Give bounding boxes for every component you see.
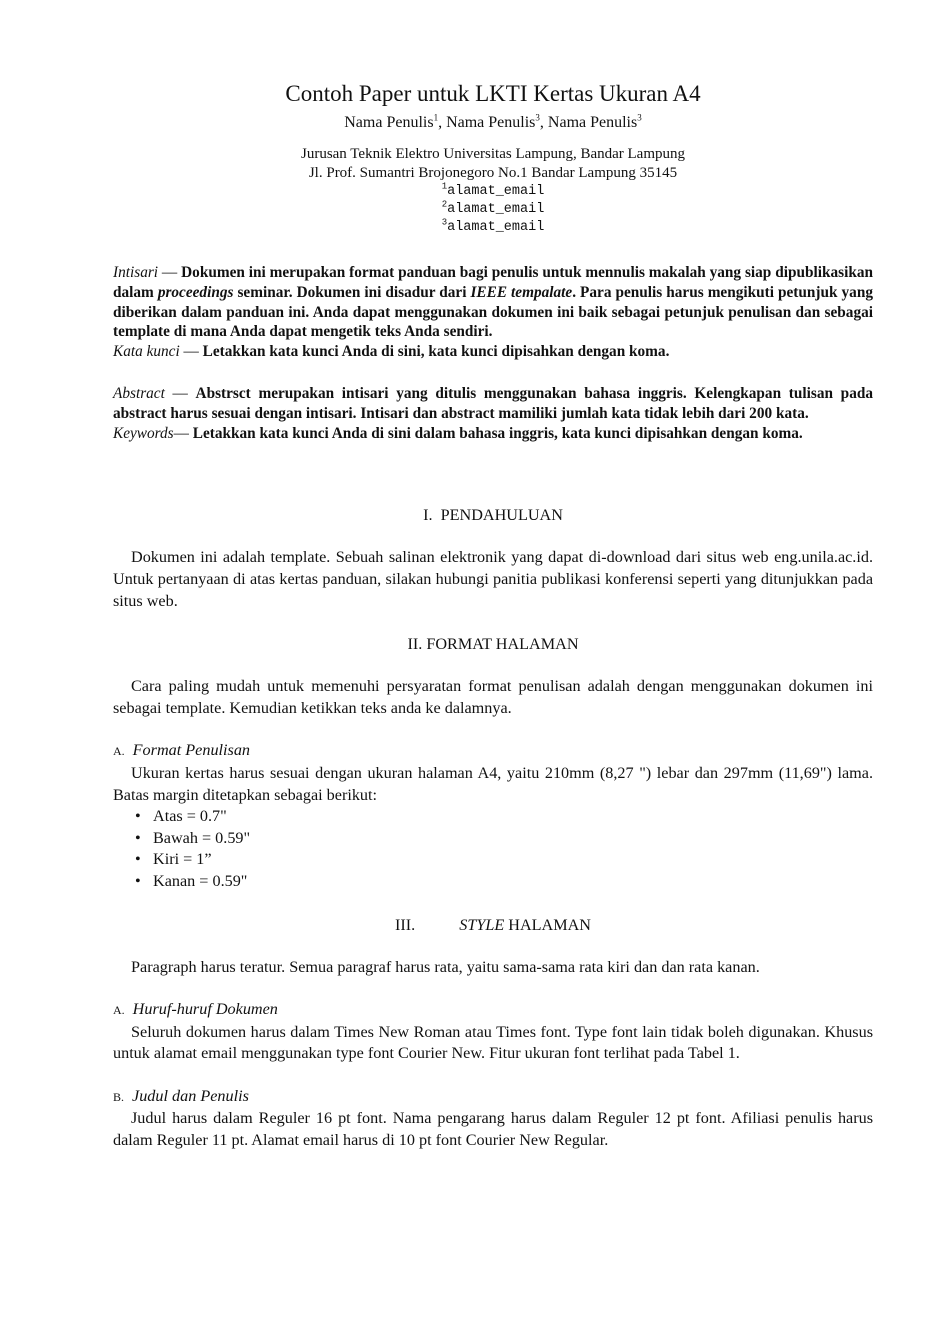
subsection-number: A. (113, 1003, 125, 1018)
abstract-text: Abstrsct merupakan intisari yang ditulis menggunakan bahasa inggris. Kelengkapan tulisan pada abstract harus sesuai dengan intisari. Intisari dan abstract mamiliki jumlah kata tidak lebih dari 200 kata. (113, 384, 873, 422)
list-item: • Atas = 0.7" (135, 806, 873, 828)
subsection-title: Judul dan Penulis (132, 1086, 249, 1105)
intisari-text: Dokumen ini merupakan format panduan bagi penulis untuk mennulis makalah yang siap dipublikasikan dalam (113, 264, 873, 301)
abstract-label: Abstract (113, 384, 165, 402)
body-paragraph: Ukuran kertas harus sesuai dengan ukuran halaman A4, yaitu 210mm (8,27 ") lebar dan 297mm (11,69") lama. Batas margin ditetapkan sebagai berikut: (113, 763, 873, 804)
email-line (113, 219, 873, 237)
email-sup: 1 (441, 181, 448, 192)
subsection-heading (113, 740, 873, 763)
body-paragraph: Judul harus dalam Reguler 16 pt font. Nama pengarang harus dalam Reguler 12 pt font. Afiliasi penulis harus dalam Reguler 11 pt. Alamat email harus di 10 pt font Courier New Regular. (113, 1109, 873, 1150)
subsection-heading (113, 1086, 873, 1109)
email-line (113, 183, 873, 201)
author-sup: 3 (535, 112, 540, 123)
list-item: • Kiri = 1” (135, 849, 873, 871)
abstract-separator: — (164, 384, 196, 402)
section-title: HALAMAN (504, 915, 591, 934)
paper-header (113, 78, 873, 237)
author-sup: 3 (637, 112, 642, 123)
body-paragraph: Seluruh dokumen harus dalam Times New Roman atau Times font. Type font lain tidak boleh digunakan. Khusus untuk alamat email menggunakan type font Courier New. Fitur ukuran font terlihat pada Tabel 1. (113, 1022, 873, 1063)
paper-page (113, 78, 873, 1152)
author-sup: 1 (433, 112, 439, 123)
margin-list (113, 806, 873, 892)
abstract-paragraph (113, 384, 873, 424)
subsection-number: A. (113, 744, 125, 759)
section-heading: II. FORMAT HALAMAN (407, 635, 579, 654)
subsection-title: Huruf-huruf Dokumen (132, 1000, 278, 1019)
intisari-block (113, 263, 873, 362)
email-line (113, 201, 873, 219)
keywords-text: Letakkan kata kunci Anda di sini dalam bahasa inggris, kata kunci dipisahkan dengan koma. (192, 424, 803, 442)
section-title-italic: STYLE (459, 915, 505, 934)
intisari-separator: — (158, 264, 182, 281)
email-sup: 2 (441, 199, 448, 210)
intisari-text: seminar. Dokumen ini disadur dari (233, 283, 471, 301)
email-address: alamat_email (447, 220, 545, 235)
kata-kunci-separator: — (179, 343, 203, 361)
kata-kunci-label: Kata kunci (113, 343, 180, 361)
keywords-paragraph (113, 424, 873, 444)
subsection-heading (113, 999, 873, 1022)
address-line: Jl. Prof. Sumantri Brojonegoro No.1 Bandar Lampung 35145 (308, 165, 678, 181)
email-address: alamat_email (447, 184, 545, 199)
body-paragraph: Cara paling mudah untuk memenuhi persyaratan format penulisan adalah dengan menggunakan dokumen ini sebagai template. Kemudian ketikkan teks anda ke dalamnya. (113, 677, 873, 717)
intisari-paragraph (113, 263, 873, 342)
body-paragraph: Dokumen ini adalah template. Sebuah salinan elektronik yang dapat di-download dari situs web eng.unila.ac.id. Untuk pertanyaan di atas kertas panduan, silakan hubungi panitia publikasi konferensi seperti yang ditunjukkan pada situs web. (113, 548, 873, 610)
email-address: alamat_email (447, 202, 545, 217)
author-list: Nama Penulis$^1$, Nama Penulis$^3$, Nama Penulis$^3$ (344, 112, 642, 131)
keywords-separator: — (173, 424, 193, 442)
abstract-block (113, 384, 873, 443)
intisari-italic: proceedings (157, 283, 234, 301)
paper-title: Contoh Paper untuk LKTI Kertas Ukuran A4 (285, 81, 701, 106)
kata-kunci-text: Letakkan kata kunci Anda di sini, kata kunci dipisahkan dengan koma. (202, 343, 670, 361)
email-sup: 3 (441, 217, 448, 228)
kata-kunci-paragraph (113, 342, 873, 362)
body-paragraph: Paragraph harus teratur. Semua paragraf harus rata, yaitu sama-sama rata kiri dan dan rata kanan. (131, 957, 760, 976)
section-heading (113, 914, 873, 936)
author-name: Nama Penulis (446, 114, 536, 131)
affiliation-line: Jurusan Teknik Elektro Universitas Lampung, Bandar Lampung (300, 146, 685, 162)
keywords-label: Keywords (113, 424, 174, 442)
section-heading: I. PENDAHULUAN (423, 506, 563, 525)
subsection-title: Format Penulisan (132, 741, 251, 760)
author-name: Nama Penulis (344, 114, 434, 131)
list-item: • Kanan = 0.59" (135, 871, 873, 893)
list-item: • Bawah = 0.59" (135, 828, 873, 850)
section-number: III. (395, 915, 416, 934)
intisari-text: . Para penulis harus mengikuti petunjuk yang diberikan dalam panduan ini. Anda dapat menggunakan dokumen ini baik sebagai petunjuk penulisan dan sebagai template di mana Anda dapat mengetik teks Anda sendiri. (113, 283, 873, 341)
intisari-label: Intisari (113, 264, 159, 281)
author-name: Nama Penulis (547, 114, 638, 131)
intisari-italic: IEEE tempalate (470, 283, 573, 301)
subsection-number: B. (113, 1089, 125, 1104)
